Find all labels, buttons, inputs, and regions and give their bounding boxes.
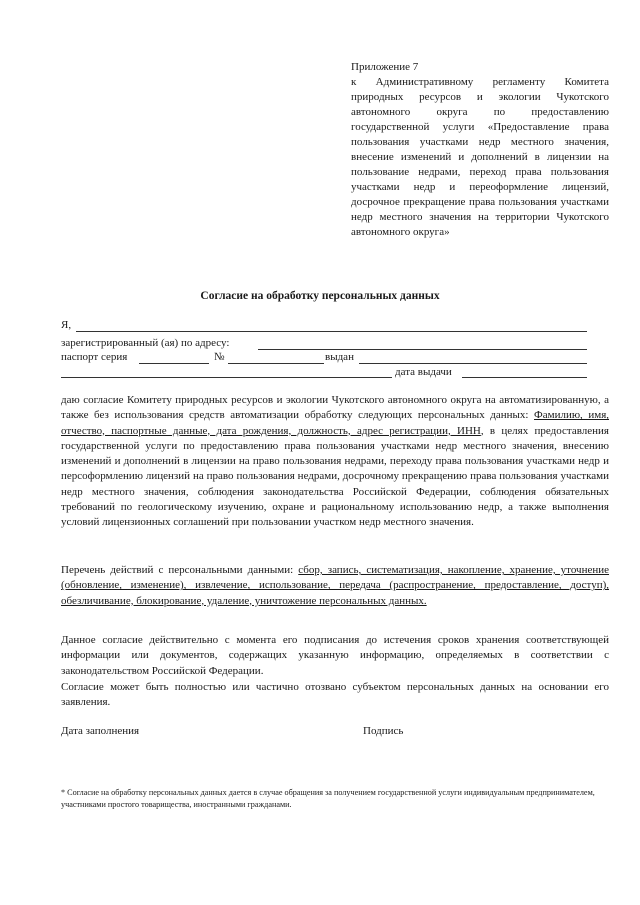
appendix-text: к Административному регламенту Комитета природных ресурсов и экологии Чукотского автономного округа по предоставлению государственной услуги «Предоставление права пользования участками недр местного значения, внесение изменений и дополнений в лицензии на пользование недрами, переход права пользования участками недр и переоформление лицензий, досрочное прекращение права пользования участками недр местного значения на территории Чукотского автономного округа» xyxy=(351,76,609,238)
passport-series-field[interactable] xyxy=(139,363,209,364)
appendix-title: Приложение 7 xyxy=(351,61,419,73)
appendix-block xyxy=(351,60,609,240)
revocation-paragraph: Согласие может быть полностью или частично отозвано субъектом персональных данных на основании его заявления. xyxy=(61,681,609,709)
fill-date-label: Дата заполнения xyxy=(61,725,140,737)
validity-paragraph: Данное согласие действительно с момента его подписания до истечения сроков хранения соответствующей информации или документов, содержащих указанную информацию, определяемых в соответствии с законодательством Российской Федерации. xyxy=(61,634,609,677)
consent-paragraph xyxy=(61,393,609,531)
footnote: * Согласие на обработку персональных данных дается в случае обращения за получением государственной услуги индивидуальным предпринимателем, участниками простого товарищества, иностранными гражданами. xyxy=(61,788,595,809)
actions-paragraph xyxy=(61,563,609,609)
signature-label: Подпись xyxy=(363,725,404,737)
passport-number-field[interactable] xyxy=(228,363,324,364)
address-field[interactable] xyxy=(258,349,587,350)
actions-intro: Перечень действий с персональными данными: xyxy=(61,564,294,576)
passport-number-label: № xyxy=(214,351,225,363)
consent-purpose: , в целях предоставления государственной услуги по предоставлению права пользования участками недр местного значения, внесению изменений и дополнений в лицензии на право пользования недрами, переходу права пользования участками недр и персоформлению лицензий на право пользования недрами, досрочному прекращению права пользования участками недр местного значения, соблюдения законодательства Российской Федерации, соблюдения обязательных требований по геологическому изучению, охране и рациональному использованию недр, а также выполнения условий лицензионных соглашений при пользовании участком недр местного значения. xyxy=(61,424,609,529)
name-field[interactable] xyxy=(76,331,587,332)
actions-list: сбор, запись, систематизация, накопление, хранение, уточнение (обновление, изменение), извлечение, использование, передача (распространение, предоставление, доступ), обезличивание, блокирование, удаление, уничтожение персональных данных. xyxy=(61,564,610,607)
name-label: Я, xyxy=(61,319,72,331)
issued-by-label: выдан xyxy=(325,351,354,363)
address-label: зарегистрированный (ая) по адресу: xyxy=(61,337,230,349)
issue-date-label: дата выдачи xyxy=(395,366,452,378)
document-heading: Согласие на обработку персональных данных xyxy=(200,290,440,302)
issued-by-field[interactable] xyxy=(359,363,587,364)
issued-by-continuation-field[interactable] xyxy=(61,377,392,378)
issue-date-field[interactable] xyxy=(462,377,587,378)
consent-intro: даю согласие Комитету природных ресурсов и экологии Чукотского автономного округа на автоматизированную, а также без использования средств автоматизации обработку следующих персональных данных: xyxy=(61,394,609,422)
passport-series-label: паспорт серия xyxy=(61,351,128,363)
personal-data-list: Фамилию, имя, отчество, паспортные данные, дата рождения, должность, адрес регистрации, ИНН xyxy=(61,409,610,437)
